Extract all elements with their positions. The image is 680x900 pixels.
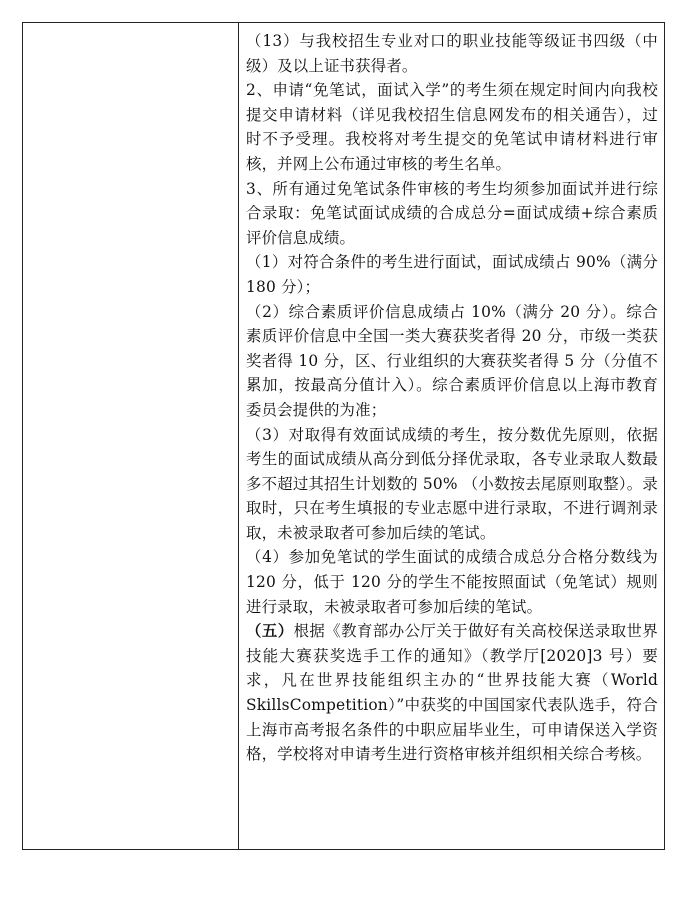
rule-3-item-4: （4）参加免笔试的学生面试的成绩合成总分合格分数线为 120 分，低于 120 分的学生不能按照面试（免笔试）规则进行录取，未被录取者可参加后续的笔试。 (246, 548, 658, 616)
rule-2-application: 2、申请“免笔试，面试入学”的考生须在规定时间内向我校提交申请材料（详见我校招生信息网发布的相关通告），过时不予受理。我校将对考生提交的免笔试申请材料进行审核，并网上公布通过审核的考生名单。 (246, 81, 658, 173)
section-5 (246, 619, 658, 767)
table-right-cell (239, 23, 664, 849)
rule-3-item-1: （1）对符合条件的考生进行面试，面试成绩占 90%（满分 180 分）； (246, 253, 658, 296)
rule-3-item-3: （3）对取得有效面试成绩的考生，按分数优先原则，依据考生的面试成绩从高分到低分择优录取，各专业录取人数最多不超过其招生计划数的 50% （小数按去尾原则取整）。录取时，只在考生填报的专业志愿中进行录取，不进行调剂录取，未被录取者可参加后续的笔试。 (246, 425, 658, 542)
rule-3-item-2: （2）综合素质评价信息成绩占 10%（满分 20 分）。综合素质评价信息中全国一类大赛获奖者得 20 分，市级一类获奖者得 10 分，区、行业组织的大赛获奖者得 5 分（分值不累加，按最高分值计入）。综合素质评价信息以上海市教育委员会提供的为准； (246, 302, 658, 419)
rule-3-admission: 3、所有通过免笔试条件审核的考生均须参加面试并进行综合录取：免笔试面试成绩的合成总分=面试成绩+综合素质评价信息成绩。 (246, 179, 658, 247)
section-5-text: 根据《教育部办公厅关于做好有关高校保送录取世界技能大赛获奖选手工作的通知》（教学厅[2020]3 号）要求，凡在世界技能组织主办的“世界技能大赛（World SkillsCompetition）”中获奖的中国国家代表队选手，符合上海市高考报名条件的中职应届毕业生，可申请保送入学资格，学校将对申请考生进行资格审核并组织相关综合考核。 (246, 622, 658, 764)
table-left-cell (23, 23, 239, 849)
item-13: （13）与我校招生专业对口的职业技能等级证书四级（中级）及以上证书获得者。 (246, 32, 658, 75)
section-5-label: （五） (246, 622, 294, 641)
content-table (22, 22, 665, 850)
